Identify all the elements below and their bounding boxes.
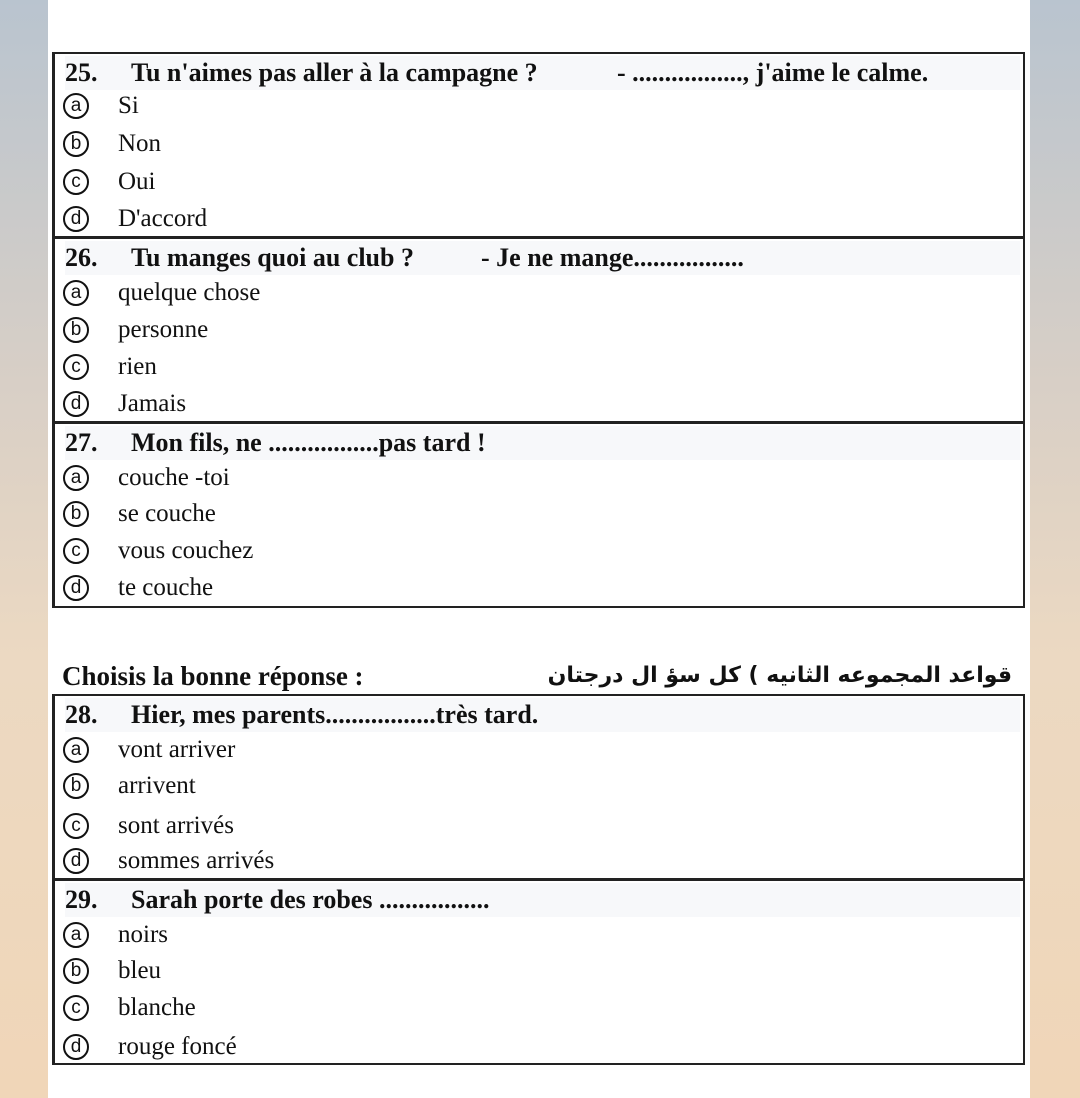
question-25-line: [65, 56, 1020, 90]
option-text: Jamais: [118, 390, 187, 417]
option-text: noirs: [118, 921, 168, 948]
option-c[interactable]: [63, 164, 663, 200]
option-text: couche -toi: [118, 464, 230, 491]
question-answer-prompt: - ................., j'aime le calme.: [617, 58, 929, 87]
option-marker-icon: b: [63, 131, 89, 157]
option-text: D'accord: [118, 205, 208, 232]
option-text: personne: [118, 316, 209, 343]
option-b[interactable]: [63, 953, 663, 989]
option-text: Non: [118, 130, 162, 157]
option-marker-icon: a: [63, 922, 89, 948]
option-marker-icon: d: [63, 575, 89, 601]
question-28-line: [65, 698, 1020, 732]
question-text: Mon fils, ne .................pas tard !: [131, 428, 486, 457]
option-c[interactable]: [63, 990, 663, 1026]
option-a[interactable]: [63, 732, 663, 768]
option-text: sont arrivés: [118, 812, 234, 839]
question-29-line: [65, 883, 1020, 917]
option-marker-icon: a: [63, 465, 89, 491]
option-text: quelque chose: [118, 279, 261, 306]
option-a[interactable]: [63, 88, 663, 124]
question-answer-prompt: - Je ne mange.................: [481, 243, 744, 272]
option-marker-icon: a: [63, 93, 89, 119]
option-marker-icon: d: [63, 206, 89, 232]
option-d[interactable]: [63, 843, 663, 879]
question-27-box: [52, 422, 1025, 608]
section-title: Choisis la bonne réponse :: [62, 661, 364, 691]
option-marker-icon: a: [63, 280, 89, 306]
option-c[interactable]: [63, 808, 663, 844]
question-number: 27.: [65, 428, 98, 457]
option-d[interactable]: [63, 570, 663, 606]
question-text: Hier, mes parents.................très tard.: [131, 700, 539, 729]
option-marker-icon: b: [63, 501, 89, 527]
option-marker-icon: b: [63, 773, 89, 799]
option-text: se couche: [118, 500, 216, 527]
option-text: te couche: [118, 574, 214, 601]
question-25-box: [52, 52, 1025, 238]
option-marker-icon: a: [63, 737, 89, 763]
question-text: Sarah porte des robes .................: [131, 885, 490, 914]
option-text: Si: [118, 92, 139, 119]
question-29-box: [52, 879, 1025, 1065]
option-d[interactable]: [63, 201, 663, 237]
option-d[interactable]: [63, 386, 663, 422]
option-c[interactable]: [63, 533, 663, 569]
option-marker-icon: d: [63, 848, 89, 874]
question-number: 29.: [65, 885, 98, 914]
section-heading: [62, 658, 1012, 694]
option-a[interactable]: [63, 460, 663, 496]
question-27-line: [65, 426, 1020, 460]
option-text: blanche: [118, 994, 196, 1021]
option-d[interactable]: [63, 1029, 663, 1065]
option-text: arrivent: [118, 772, 196, 799]
option-b[interactable]: [63, 312, 663, 348]
option-text: vont arriver: [118, 736, 236, 763]
option-text: vous couchez: [118, 537, 254, 564]
option-b[interactable]: [63, 126, 663, 162]
question-number: 28.: [65, 700, 98, 729]
question-text: Tu n'aimes pas aller à la campagne ?: [131, 58, 538, 87]
option-marker-icon: d: [63, 1034, 89, 1060]
option-b[interactable]: [63, 496, 663, 532]
option-marker-icon: b: [63, 317, 89, 343]
option-marker-icon: c: [63, 813, 89, 839]
question-28-box: [52, 694, 1025, 880]
option-text: rouge foncé: [118, 1033, 237, 1060]
option-marker-icon: b: [63, 958, 89, 984]
option-marker-icon: c: [63, 538, 89, 564]
option-text: Oui: [118, 168, 156, 195]
option-marker-icon: d: [63, 391, 89, 417]
option-marker-icon: c: [63, 995, 89, 1021]
option-text: sommes arrivés: [118, 847, 275, 874]
question-number: 26.: [65, 243, 98, 272]
option-marker-icon: c: [63, 354, 89, 380]
question-text: Tu manges quoi au club ?: [131, 243, 414, 272]
question-26-box: [52, 237, 1025, 423]
option-b[interactable]: [63, 768, 663, 804]
option-a[interactable]: [63, 275, 663, 311]
option-text: bleu: [118, 957, 162, 984]
question-number: 25.: [65, 58, 98, 87]
arabic-note: قواعد المجموعه الثانيه ) كل سؤ ال درجتان: [547, 663, 1012, 688]
option-c[interactable]: [63, 349, 663, 385]
option-text: rien: [118, 353, 157, 380]
option-a[interactable]: [63, 917, 663, 953]
question-26-line: [65, 241, 1020, 275]
option-marker-icon: c: [63, 169, 89, 195]
